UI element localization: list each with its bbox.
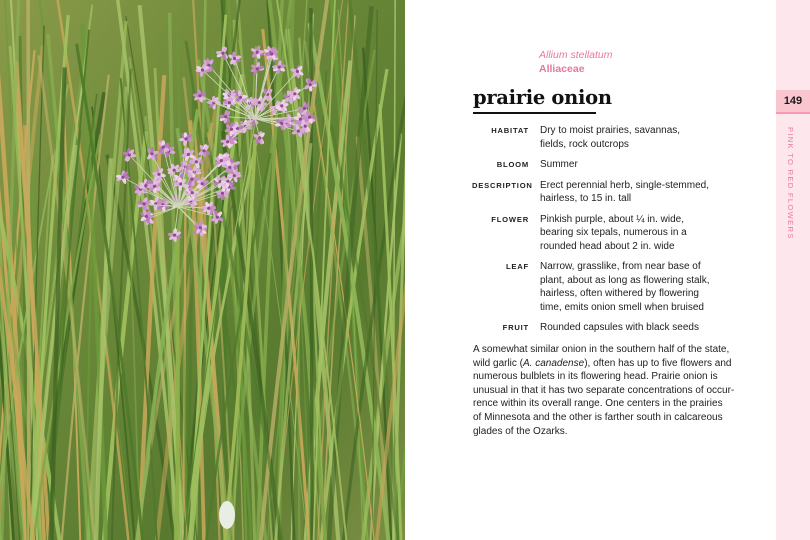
page-number: 149 [776, 90, 810, 112]
page-number-rule [776, 112, 810, 114]
fact-label: FRUIT [502, 323, 529, 332]
fact-value: Rounded capsules with black seeds [540, 322, 699, 333]
fact-value: Summer [540, 159, 578, 170]
comparison-paragraph [473, 343, 748, 438]
fact-label: LEAF [505, 262, 529, 271]
fact-label: DESCRIPTION [472, 180, 533, 190]
section-label: PINK TO RED FLOWERS [786, 127, 795, 240]
fact-row-habitat [472, 124, 752, 151]
fact-value: Dry to moist prairies, savannas, fields, rock outcrops [540, 125, 681, 150]
paragraph-text: ), often has up to five flowers and numerous bulblets in its flowering head. Prairie onion is unusual in that it has two separate concentrations of occur- rence within its overall range. One centers in the prairies of Minnesota and the other is farther south in calcareous glades of the Ozarks. [473, 357, 735, 437]
fact-value: Narrow, grasslike, from near base of plant, about as long as flowering stalk, hairless, often withered by flowering time, emits onion smell when bruised [540, 261, 710, 313]
paragraph-italic-name: A. canadense [523, 357, 585, 369]
grass-blade [223, 0, 225, 540]
fact-label: HABITAT [491, 126, 529, 135]
family-name: Alliaceae [539, 63, 585, 75]
latin-name: Allium stellatum [539, 49, 613, 61]
fact-row-fruit [472, 321, 752, 335]
fact-row-description [472, 179, 752, 206]
text-page [405, 0, 810, 540]
grass-blade [298, 151, 299, 540]
white-bud [219, 501, 235, 529]
flower-stem [176, 230, 178, 540]
common-name-title: prairie onion [473, 86, 612, 109]
fact-value: Pinkish purple, about ¼ in. wide, bearing six tepals, numerous in a rounded head about 2 in. wide [540, 213, 687, 252]
paragraph-text: A somewhat similar onion in the southern half of the state, wild garlic ( [473, 344, 730, 369]
fact-label: BLOOM [496, 160, 529, 169]
fact-row-leaf [472, 260, 752, 314]
scientific-name-block [539, 48, 613, 76]
fact-value: Erect perennial herb, single-stemmed, hairless, to 15 in. tall [540, 179, 709, 204]
fact-row-bloom [472, 158, 752, 172]
fact-label: FLOWER [491, 214, 529, 224]
fact-row-flower [472, 213, 752, 254]
fact-list [472, 124, 752, 342]
section-tab [776, 0, 810, 540]
title-underline [473, 112, 596, 114]
